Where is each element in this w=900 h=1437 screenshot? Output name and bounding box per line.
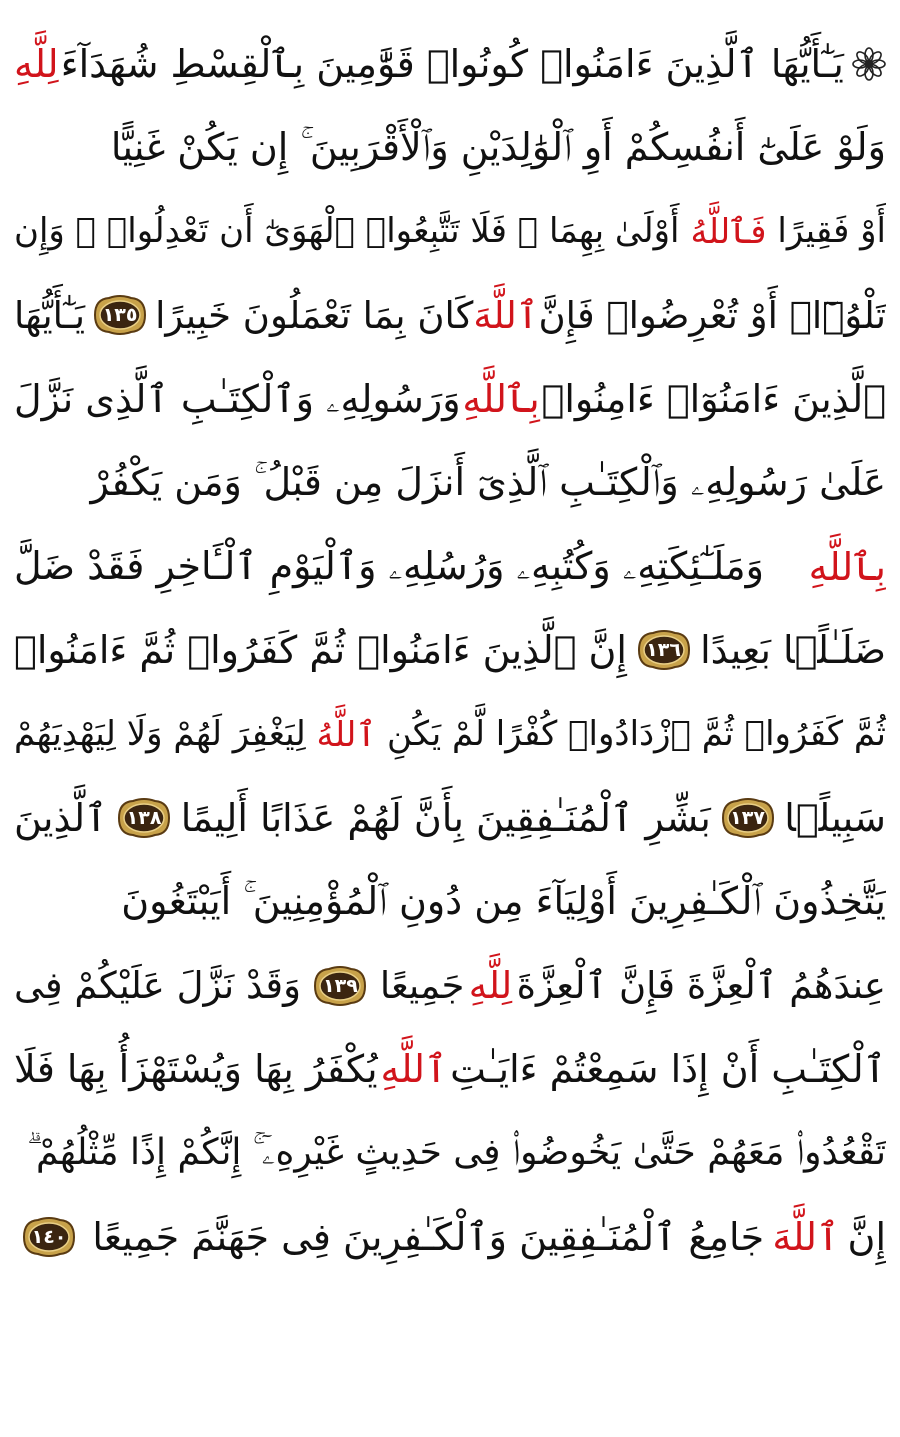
ayah-number: ١٣٦ xyxy=(646,639,681,662)
verse-text: إِنَّ ٱلَّذِينَ ءَامَنُوا۟ ثُمَّ كَفَرُوا۟ ثُمَّ ءَامَنُوا۟ xyxy=(14,628,627,673)
verse-line xyxy=(14,776,886,860)
divine-name-text: ٱللَّهَ xyxy=(473,293,539,337)
verse-line xyxy=(14,273,886,357)
divine-name-text: بِٱللَّهِ xyxy=(808,544,886,589)
verse-text: يَـٰٓأَيُّهَا xyxy=(14,293,86,337)
ayah-number: ١٣٨ xyxy=(126,807,162,830)
verse-text: لِيَغْفِرَ لَهُمْ وَلَا لِيَهْدِيَهُمْ xyxy=(14,714,306,755)
verse-line xyxy=(14,22,886,106)
verse-line xyxy=(14,860,886,944)
verse-text: تَلْوُۥٓا۟ أَوْ تُعْرِضُوا۟ فَإِنَّ xyxy=(538,293,886,337)
verse-line xyxy=(14,1028,886,1112)
verse-text: وَقَدْ نَزَّلَ عَلَيْكُمْ فِى xyxy=(14,964,301,1008)
ayah-number-marker xyxy=(89,293,151,337)
verse-line xyxy=(14,692,886,776)
verse-text: يُكْفَرُ بِهَا وَيُسْتَهْزَأُ بِهَا فَلَا xyxy=(14,1047,378,1092)
rosette-icon xyxy=(852,47,886,81)
verse-line xyxy=(14,441,886,525)
verse-line xyxy=(14,525,886,609)
divine-name-text: بِٱللَّهِ xyxy=(462,377,540,422)
verse-line xyxy=(14,106,886,190)
ayah-number-marker xyxy=(633,628,695,672)
ayah-number: ١٤٠ xyxy=(31,1226,67,1249)
verse-text: وَرَسُولِهِۦ وَٱلْكِتَـٰبِ ٱلَّذِى نَزَّلَ xyxy=(14,376,461,421)
divine-name-text: ٱللَّهَ xyxy=(772,1215,840,1260)
verse-line xyxy=(14,357,886,441)
ayah-number-marker xyxy=(717,796,779,840)
verse-lines xyxy=(14,22,886,1279)
verse-text: إِنَّ xyxy=(847,1215,886,1260)
ayah-number: ١٣٩ xyxy=(323,974,358,997)
verse-text: ٱلْكِتَـٰبِ أَنْ إِذَا سَمِعْتُمْ ءَايَـٰتِ xyxy=(450,1047,886,1092)
ayah-number: ١٣٧ xyxy=(730,807,765,830)
verse-line xyxy=(14,609,886,693)
verse-text: عَلَىٰ رَسُولِهِۦ وَٱلْكِتَـٰبِ ٱلَّذِىٓ أَنزَلَ مِن قَبْلُ ۚ وَمَن يَكْفُرْ xyxy=(90,460,886,505)
verse-text: جَمِيعًا xyxy=(379,964,465,1008)
verse-line xyxy=(14,944,886,1028)
verse-text: بَشِّرِ ٱلْمُنَـٰفِقِينَ بِأَنَّ لَهُمْ عَذَابًا أَلِيمًا xyxy=(180,796,711,841)
verse-text: جَامِعُ ٱلْمُنَـٰفِقِينَ وَٱلْكَـٰفِرِينَ فِى جَهَنَّمَ جَمِيعًا xyxy=(92,1215,765,1260)
verse-line xyxy=(14,190,886,274)
ayah-number: ١٣٥ xyxy=(102,304,138,327)
verse-text: ٱلَّذِينَ ءَامَنُوٓا۟ ءَامِنُوا۟ xyxy=(541,377,886,422)
verse-text: وَلَوْ عَلَىٰٓ أَنفُسِكُمْ أَوِ ٱلْوَٰلِدَيْنِ وَٱلْأَقْرَبِينَ ۚ إِن يَكُنْ غَنِيًّا xyxy=(110,125,886,170)
verse-text: ضَلَـٰلًۢا بَعِيدًا xyxy=(700,628,886,673)
verse-text: سَبِيلًۢا xyxy=(784,796,886,841)
verse-text: تَقْعُدُوا۟ مَعَهُمْ حَتَّىٰ يَخُوضُوا۟ فِى حَدِيثٍ غَيْرِهِۦٓ ۚ إِنَّكُمْ إِذًا مِّثْلُهُمْ ۗ xyxy=(26,1132,886,1174)
verse-text: وَمَلَـٰٓئِكَتِهِۦ وَكُتُبِهِۦ وَرُسُلِهِۦ وَٱلْيَوْمِ ٱلْـَٔاخِرِ فَقَدْ ضَلَّ xyxy=(14,544,764,589)
verse-line xyxy=(14,1195,886,1279)
divine-name-text: لِلَّهِ xyxy=(14,41,59,86)
verse-text: كَانَ بِمَا تَعْمَلُونَ خَبِيرًا xyxy=(155,293,474,337)
divine-name-text: فَٱللَّهُ xyxy=(690,211,767,252)
ayah-number-marker xyxy=(18,1215,80,1259)
verse-text: ثُمَّ كَفَرُوا۟ ثُمَّ ٱزْدَادُوا۟ كُفْرًا لَّمْ يَكُنِ xyxy=(387,714,886,755)
verse-text: عِندَهُمُ ٱلْعِزَّةَ فَإِنَّ ٱلْعِزَّةَ xyxy=(516,964,886,1008)
divine-name-text: ٱللَّهِ xyxy=(380,1047,448,1092)
divine-name-text: لِلَّهِ xyxy=(468,964,513,1008)
verse-text: ٱلَّذِينَ xyxy=(14,796,108,841)
verse-text: يَتَّخِذُونَ ٱلْكَـٰفِرِينَ أَوْلِيَآءَ مِن دُونِ ٱلْمُؤْمِنِينَ ۚ أَيَبْتَغُونَ xyxy=(121,879,886,924)
verse-text: يَـٰٓأَيُّهَا ٱلَّذِينَ ءَامَنُوا۟ كُونُوا۟ قَوَّٰمِينَ بِٱلْقِسْطِ شُهَدَآءَ xyxy=(60,41,844,86)
verse-line xyxy=(14,1111,886,1195)
divine-name-text: ٱللَّهُ xyxy=(316,714,377,755)
ayah-number-marker xyxy=(309,964,371,1008)
verse-text: أَوْ فَقِيرًا xyxy=(777,211,886,252)
verse-text: أَوْلَىٰ بِهِمَا ۖ فَلَا تَتَّبِعُوا۟ ٱلْهَوَىٰٓ أَن تَعْدِلُوا۟ ۚ وَإِن xyxy=(14,211,680,252)
ayah-number-marker xyxy=(113,796,175,840)
